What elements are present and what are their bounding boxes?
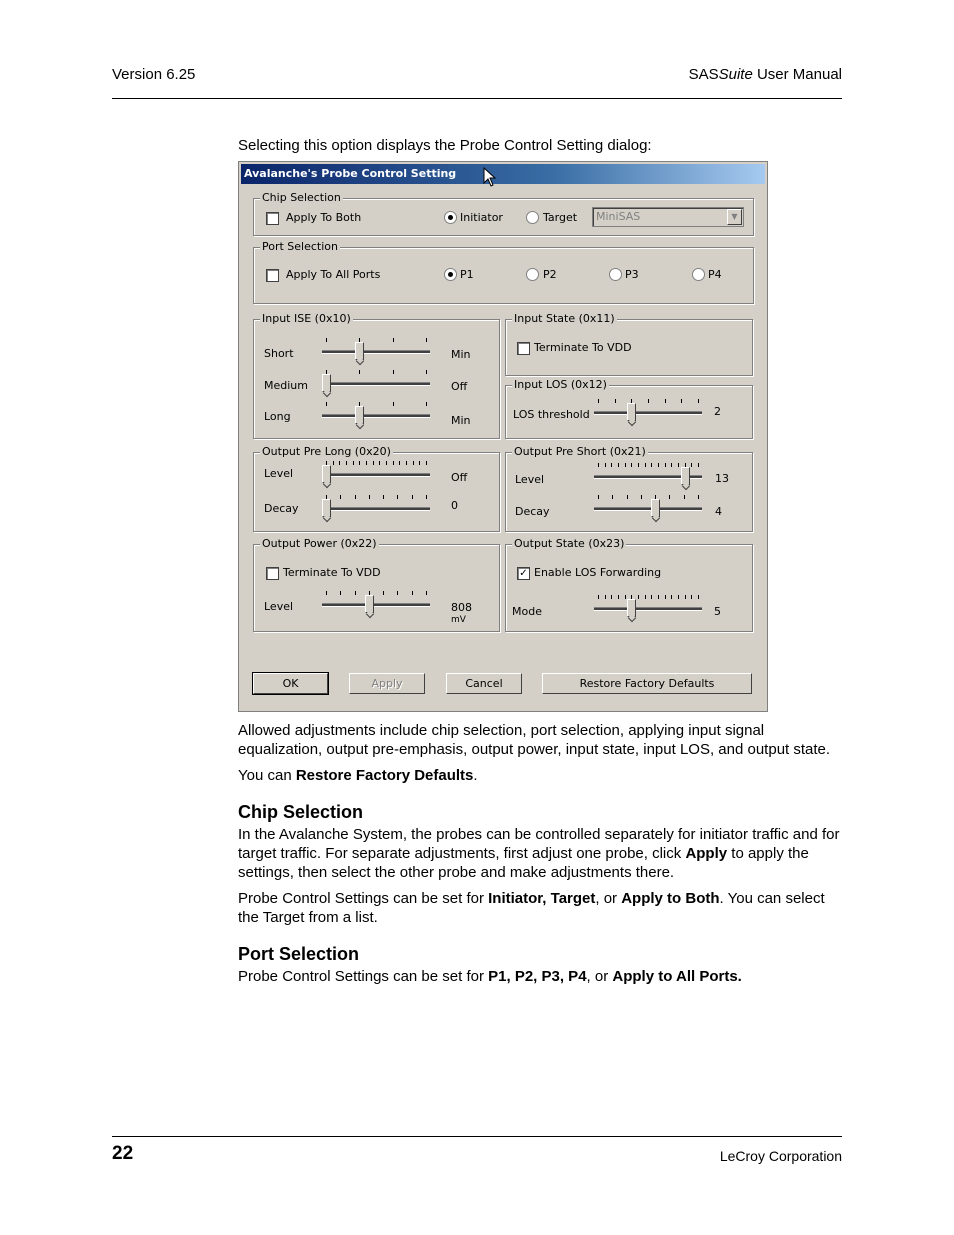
output-pre-short-label: Output Pre Short (0x21) (514, 445, 646, 458)
dialog-titlebar[interactable] (241, 164, 765, 184)
slider-tick (605, 463, 606, 467)
slider-track (322, 382, 430, 386)
cancel-button[interactable]: Cancel (446, 673, 522, 694)
slider-tick (333, 461, 334, 465)
input-ise-label: Input ISE (0x10) (262, 312, 351, 325)
enable-los-forwarding-checkbox[interactable]: ✓ (517, 567, 530, 580)
slider-tick (426, 591, 427, 595)
slider-tick (605, 595, 606, 599)
output-pre-long-group (253, 445, 500, 532)
header-version: Version 6.25 (112, 66, 196, 83)
pre-short-decay-value: 4 (715, 505, 722, 518)
slider-tick (340, 495, 341, 499)
slider-tick (665, 399, 666, 403)
pre-long-level-slider[interactable] (322, 461, 430, 487)
slider-tick (353, 461, 354, 465)
slider-tick (598, 399, 599, 403)
slider-tick (426, 495, 427, 499)
slider-tick (611, 463, 612, 467)
ise-short-label: Short (264, 347, 294, 360)
slider-tick (413, 461, 414, 465)
slider-tick (366, 461, 367, 465)
slider-tick (426, 402, 427, 406)
slider-tick (393, 370, 394, 374)
slider-tick (618, 463, 619, 467)
slider-thumb[interactable] (651, 499, 660, 517)
enable-los-forwarding-label: Enable LOS Forwarding (534, 566, 662, 579)
pre-short-level-label: Level (515, 473, 545, 486)
slider-tick (698, 595, 699, 599)
slider-tick (671, 595, 672, 599)
port-selection-label: Port Selection (262, 240, 338, 253)
slider-tick (698, 495, 699, 499)
slider-tick (612, 495, 613, 499)
slider-tick (399, 461, 400, 465)
slider-track (594, 507, 702, 511)
slider-thumb[interactable] (322, 499, 331, 517)
slider-tick (691, 595, 692, 599)
input-los-label: Input LOS (0x12) (514, 378, 607, 391)
slider-tick (625, 595, 626, 599)
slider-tick (638, 463, 639, 467)
slider-tick (658, 463, 659, 467)
slider-tick (638, 595, 639, 599)
slider-tick (665, 595, 666, 599)
slider-thumb[interactable] (322, 465, 331, 483)
slider-tick (393, 402, 394, 406)
slider-thumb[interactable] (627, 403, 636, 421)
slider-track (322, 473, 430, 477)
pre-short-decay-label: Decay (515, 505, 550, 518)
los-threshold-slider[interactable] (594, 399, 702, 425)
dialog-title: Avalanche's Probe Control Setting (244, 167, 457, 180)
slider-tick (393, 338, 394, 342)
ise-long-label: Long (264, 410, 291, 423)
slider-tick (397, 591, 398, 595)
slider-tick (383, 591, 384, 595)
slider-tick (678, 463, 679, 467)
adjustments-paragraph: Allowed adjustments include chip selection, port selection, applying input signal equalization, output pre-emphasis, output power, input state, input LOS, and output state. (238, 722, 831, 758)
power-level-label: Level (264, 600, 294, 613)
chip-selection-label: Chip Selection (262, 191, 341, 204)
slider-tick (611, 595, 612, 599)
slider-tick (658, 595, 659, 599)
slider-thumb[interactable] (355, 342, 364, 360)
slider-tick (355, 591, 356, 595)
port-p1-label: P1 (460, 268, 474, 281)
port-p2-label: P2 (543, 268, 557, 281)
input-ise-group (253, 312, 500, 439)
chip-selection-paragraph-2: Probe Control Settings can be set for Initiator, Target, or Apply to Both. You can select the Target from a list. (238, 890, 825, 926)
slider-track (322, 507, 430, 511)
apply-to-both-checkbox[interactable] (266, 212, 279, 225)
ise-short-slider[interactable] (322, 338, 430, 364)
slider-tick (406, 461, 407, 465)
ise-medium-value: Off (451, 380, 468, 393)
port-p4-label: P4 (708, 268, 722, 281)
target-combo-value: MiniSAS (596, 210, 641, 223)
footer-company: LeCroy Corporation (719, 1148, 842, 1164)
slider-tick (426, 370, 427, 374)
probe-control-dialog (238, 161, 768, 712)
intro-text: Selecting this option displays the Probe Control Setting dialog: (238, 137, 652, 154)
slider-tick (598, 495, 599, 499)
los-threshold-label: LOS threshold (513, 408, 590, 421)
slider-thumb[interactable] (627, 599, 636, 617)
slider-tick (678, 595, 679, 599)
slider-tick (631, 463, 632, 467)
slider-track (322, 350, 430, 354)
slider-tick (627, 495, 628, 499)
output-pre-long-label: Output Pre Long (0x20) (262, 445, 391, 458)
los-threshold-value: 2 (714, 405, 721, 418)
output-pre-short-group (505, 445, 753, 532)
slider-tick (386, 461, 387, 465)
port-selection-heading: Port Selection (238, 944, 360, 964)
ok-button[interactable]: OK (253, 673, 328, 694)
slider-thumb[interactable] (681, 467, 690, 485)
output-state-label: Output State (0x23) (514, 537, 625, 550)
slider-tick (326, 338, 327, 342)
slider-tick (698, 463, 699, 467)
slider-tick (615, 399, 616, 403)
header-rule (112, 98, 842, 99)
pre-short-level-value: 13 (715, 472, 729, 485)
footer-rule (112, 1136, 842, 1137)
slider-tick (412, 495, 413, 499)
port-p1-radio[interactable] (444, 268, 457, 281)
output-power-label: Output Power (0x22) (262, 537, 377, 550)
slider-tick (598, 595, 599, 599)
slider-tick (691, 463, 692, 467)
slider-tick (684, 495, 685, 499)
slider-thumb[interactable] (322, 374, 331, 392)
slider-tick (340, 591, 341, 595)
apply-button[interactable]: Apply (349, 673, 425, 694)
slider-tick (359, 461, 360, 465)
slider-tick (685, 595, 686, 599)
slider-tick (379, 461, 380, 465)
pre-long-level-label: Level (264, 467, 294, 480)
slider-tick (671, 463, 672, 467)
mode-value: 5 (714, 605, 721, 618)
initiator-radio[interactable] (444, 211, 457, 224)
slider-tick (373, 461, 374, 465)
chip-selection-paragraph-1: In the Avalanche System, the probes can be controlled separately for initiator traffic and for target traffic. For separate adjustments, first adjust one probe, click Apply to apply the settings, then select the other probe and make adjustments there. (238, 826, 840, 881)
slider-tick (326, 402, 327, 406)
chip-selection-group (253, 191, 754, 236)
port-p2-radio[interactable] (526, 268, 539, 281)
slider-thumb[interactable] (355, 406, 364, 424)
slider-tick (698, 399, 699, 403)
slider-tick (669, 495, 670, 499)
slider-track (594, 411, 702, 415)
slider-tick (393, 461, 394, 465)
initiator-label: Initiator (460, 211, 503, 224)
pre-short-level-slider[interactable] (594, 463, 702, 489)
apply-to-all-ports-checkbox[interactable] (266, 269, 279, 282)
input-terminate-vdd-checkbox[interactable] (517, 342, 530, 355)
input-state-group (505, 312, 753, 376)
input-terminate-vdd-label: Terminate To VDD (534, 341, 632, 354)
slider-track (322, 603, 430, 607)
slider-tick (412, 591, 413, 595)
restore-factory-defaults-button[interactable]: Restore Factory Defaults (542, 673, 752, 694)
ise-long-value: Min (451, 414, 471, 427)
slider-tick (426, 338, 427, 342)
slider-tick (651, 595, 652, 599)
slider-tick (618, 595, 619, 599)
output-terminate-vdd-label: Terminate To VDD (283, 566, 381, 579)
chevron-down-icon[interactable]: ▼ (727, 209, 742, 225)
ise-medium-slider[interactable] (322, 370, 430, 396)
power-level-unit: mV (451, 615, 466, 625)
slider-thumb[interactable] (365, 595, 374, 613)
input-los-group (505, 378, 753, 439)
target-combo[interactable] (592, 207, 744, 227)
output-terminate-vdd-checkbox[interactable] (266, 567, 279, 580)
slider-tick (598, 463, 599, 467)
power-level-value: 808 (451, 601, 472, 614)
pre-long-level-value: Off (451, 471, 468, 484)
output-power-group (253, 537, 500, 632)
slider-tick (641, 495, 642, 499)
chip-selection-heading: Chip Selection (238, 802, 364, 822)
slider-tick (355, 495, 356, 499)
header-manual-title: SASSuite User Manual (688, 66, 842, 83)
page-number: 22 (112, 1143, 134, 1164)
slider-tick (339, 461, 340, 465)
slider-track (594, 607, 702, 611)
port-p3-label: P3 (625, 268, 639, 281)
slider-tick (426, 461, 427, 465)
port-selection-group (253, 240, 754, 304)
slider-tick (645, 463, 646, 467)
mode-slider[interactable] (594, 595, 702, 621)
pre-long-decay-value: 0 (451, 499, 458, 512)
ise-long-slider[interactable] (322, 402, 430, 428)
port-selection-paragraph: Probe Control Settings can be set for P1, P2, P3, P4, or Apply to All Ports. (238, 968, 742, 985)
slider-tick (648, 399, 649, 403)
slider-tick (645, 595, 646, 599)
slider-tick (346, 461, 347, 465)
slider-tick (326, 591, 327, 595)
pre-long-decay-slider[interactable] (322, 495, 430, 521)
mouse-cursor-icon (483, 167, 497, 189)
apply-to-all-ports-label: Apply To All Ports (286, 268, 381, 281)
port-p4-radio[interactable] (692, 268, 705, 281)
mode-label: Mode (512, 605, 542, 618)
slider-tick (419, 461, 420, 465)
ise-medium-label: Medium (264, 379, 308, 392)
slider-tick (359, 370, 360, 374)
restore-paragraph: You can Restore Factory Defaults. (238, 767, 478, 784)
slider-tick (681, 399, 682, 403)
target-label: Target (543, 211, 578, 224)
pre-short-decay-slider[interactable] (594, 495, 702, 521)
slider-tick (651, 463, 652, 467)
slider-tick (665, 463, 666, 467)
pre-long-decay-label: Decay (264, 502, 299, 515)
output-state-group (505, 537, 753, 632)
slider-tick (397, 495, 398, 499)
slider-track (322, 414, 430, 418)
slider-tick (369, 495, 370, 499)
ise-short-value: Min (451, 348, 471, 361)
port-p3-radio[interactable] (609, 268, 622, 281)
target-radio[interactable] (526, 211, 539, 224)
slider-tick (383, 495, 384, 499)
slider-tick (625, 463, 626, 467)
apply-to-both-label: Apply To Both (286, 211, 362, 224)
input-state-label: Input State (0x11) (514, 312, 615, 325)
power-level-slider[interactable] (322, 591, 430, 617)
